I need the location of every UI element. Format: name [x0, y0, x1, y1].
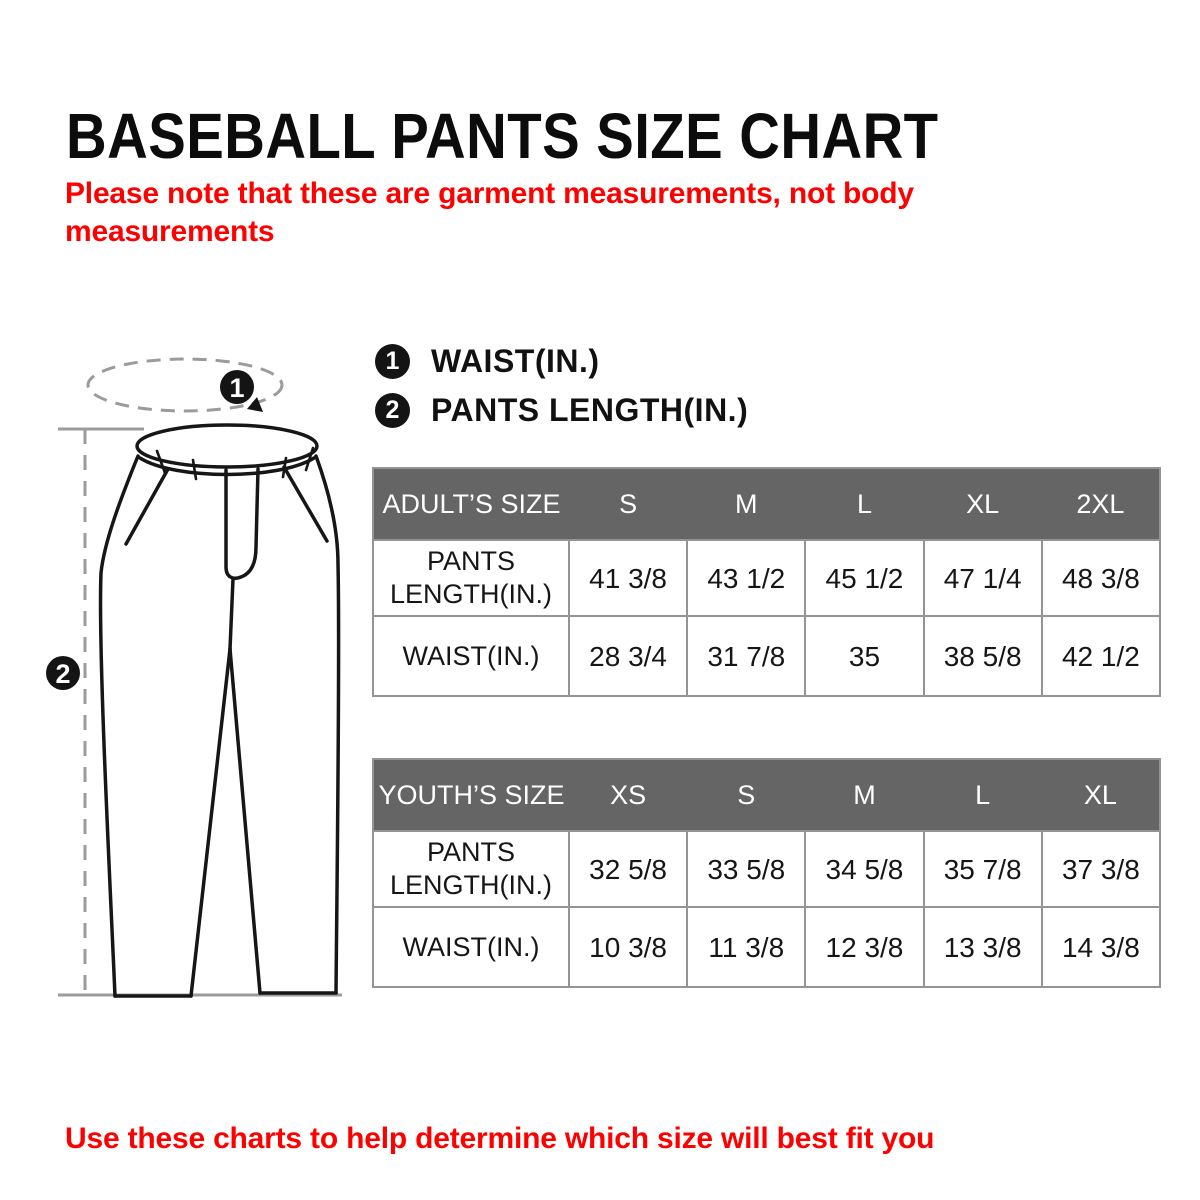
waist-marker-number: 1 [229, 373, 245, 403]
row-label: PANTS LENGTH(IN.) [373, 831, 569, 907]
youth-col-l: L [924, 759, 1042, 831]
value-cell: 14 3/8 [1042, 907, 1160, 987]
youth-col-m: M [805, 759, 923, 831]
adult-col-2xl: 2XL [1042, 468, 1160, 540]
page-title: BASEBALL PANTS SIZE CHART [66, 99, 939, 172]
value-cell: 28 3/4 [569, 616, 687, 696]
youth-header-row [373, 759, 1160, 831]
sizing-help-note: Use these charts to help determine which size will best fit you [65, 1122, 935, 1155]
row-label: PANTS LENGTH(IN.) [373, 540, 569, 616]
value-cell: 12 3/8 [805, 907, 923, 987]
garment-measurement-note [65, 175, 914, 251]
value-cell: 33 5/8 [687, 831, 805, 907]
youth-col-xs: XS [569, 759, 687, 831]
adult-col-l: L [805, 468, 923, 540]
value-cell: 37 3/8 [1042, 831, 1160, 907]
right-inseam [230, 649, 260, 993]
youth-pants-length-row [373, 831, 1160, 907]
value-cell: 42 1/2 [1042, 616, 1160, 696]
value-cell: 13 3/8 [924, 907, 1042, 987]
note-line-1: Please note that these are garment measurements, not body [65, 177, 914, 210]
waist-arrow-icon [247, 397, 263, 412]
value-cell: 38 5/8 [924, 616, 1042, 696]
row-label: WAIST(IN.) [373, 616, 569, 696]
left-outseam [101, 456, 138, 996]
adult-col-s: S [569, 468, 687, 540]
left-inseam [191, 649, 230, 996]
pants-diagram [30, 340, 370, 1010]
note-line-2: measurements [65, 215, 275, 248]
value-cell: 34 5/8 [805, 831, 923, 907]
adult-col-m: M [687, 468, 805, 540]
youth-waist-row [373, 907, 1160, 987]
value-cell: 31 7/8 [687, 616, 805, 696]
value-cell: 35 7/8 [924, 831, 1042, 907]
measurement-legend [375, 341, 748, 439]
value-cell: 11 3/8 [687, 907, 805, 987]
youth-corner-label: YOUTH’S SIZE [373, 759, 569, 831]
value-cell: 41 3/8 [569, 540, 687, 616]
adult-pants-length-row [373, 540, 1160, 616]
length-marker-number: 2 [55, 659, 71, 689]
waistband-top [137, 425, 317, 467]
youth-col-s: S [687, 759, 805, 831]
right-outseam [316, 456, 339, 993]
row-label: WAIST(IN.) [373, 907, 569, 987]
left-pocket-seam [126, 469, 168, 544]
adult-waist-row [373, 616, 1160, 696]
value-cell: 47 1/4 [924, 540, 1042, 616]
adult-corner-label: ADULT’S SIZE [373, 468, 569, 540]
legend-label-waist: WAIST(IN.) [431, 342, 600, 379]
youth-size-table [372, 758, 1161, 988]
pants-outline [101, 425, 339, 996]
adult-size-table [372, 467, 1161, 697]
crotch-seam [230, 579, 233, 649]
fly-placket [226, 469, 258, 578]
legend-item-waist [375, 341, 748, 381]
value-cell: 48 3/8 [1042, 540, 1160, 616]
value-cell: 43 1/2 [687, 540, 805, 616]
value-cell: 45 1/2 [805, 540, 923, 616]
value-cell: 10 3/8 [569, 907, 687, 987]
value-cell: 32 5/8 [569, 831, 687, 907]
value-cell: 35 [805, 616, 923, 696]
adult-header-row [373, 468, 1160, 540]
youth-col-xl: XL [1042, 759, 1160, 831]
right-pocket-seam [284, 467, 327, 541]
adult-col-xl: XL [924, 468, 1042, 540]
legend-label-pants-length: PANTS LENGTH(IN.) [431, 391, 749, 428]
legend-marker-1: 1 [375, 344, 410, 379]
legend-marker-2: 2 [375, 393, 410, 428]
legend-item-pants-length [375, 390, 748, 430]
